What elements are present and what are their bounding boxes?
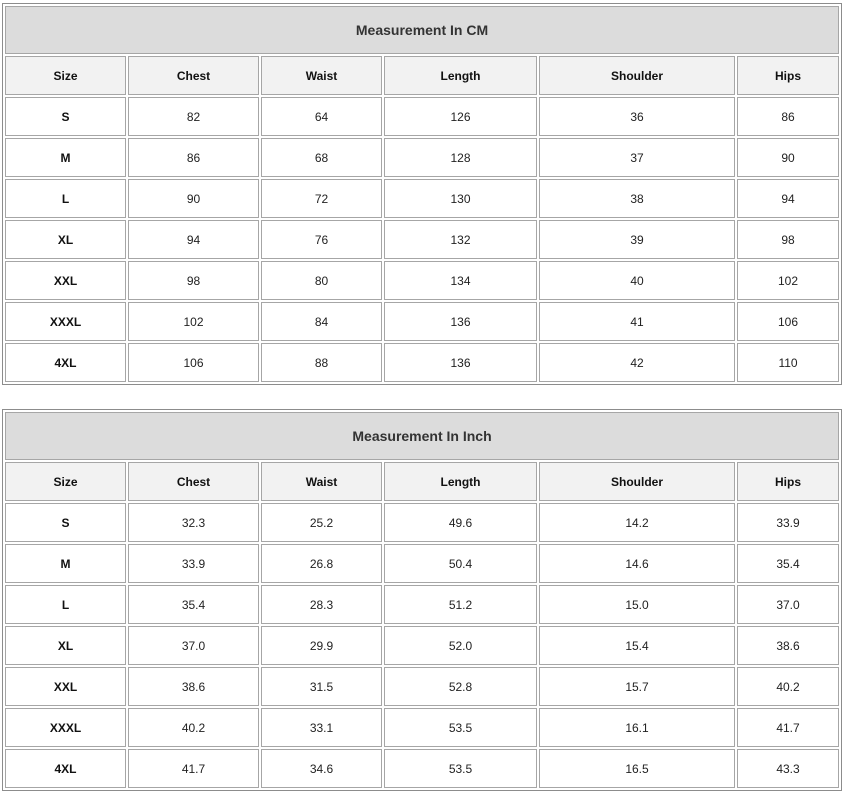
cell-hips: 38.6 bbox=[737, 626, 839, 665]
cell-shoulder: 41 bbox=[539, 302, 735, 341]
cell-shoulder: 15.0 bbox=[539, 585, 735, 624]
cell-shoulder: 36 bbox=[539, 97, 735, 136]
cell-chest: 98 bbox=[128, 261, 259, 300]
cell-waist: 64 bbox=[261, 97, 382, 136]
cell-waist: 76 bbox=[261, 220, 382, 259]
cell-waist: 29.9 bbox=[261, 626, 382, 665]
cell-length: 136 bbox=[384, 343, 537, 382]
cell-hips: 37.0 bbox=[737, 585, 839, 624]
cell-length: 53.5 bbox=[384, 708, 537, 747]
cell-chest: 106 bbox=[128, 343, 259, 382]
cell-hips: 102 bbox=[737, 261, 839, 300]
cell-length: 132 bbox=[384, 220, 537, 259]
cell-chest: 82 bbox=[128, 97, 259, 136]
cell-size: L bbox=[5, 179, 126, 218]
table-row bbox=[5, 138, 839, 177]
cell-shoulder: 15.4 bbox=[539, 626, 735, 665]
table-body bbox=[5, 503, 839, 788]
column-header-shoulder: Shoulder bbox=[539, 462, 735, 501]
table-row bbox=[5, 343, 839, 382]
header-row bbox=[5, 462, 839, 501]
cell-size: XXXL bbox=[5, 302, 126, 341]
cell-length: 53.5 bbox=[384, 749, 537, 788]
cell-length: 52.0 bbox=[384, 626, 537, 665]
column-header-chest: Chest bbox=[128, 462, 259, 501]
column-header-length: Length bbox=[384, 56, 537, 95]
table-body bbox=[5, 97, 839, 382]
cell-size: XXL bbox=[5, 667, 126, 706]
column-header-waist: Waist bbox=[261, 56, 382, 95]
table-title: Measurement In CM bbox=[5, 6, 839, 54]
table-row bbox=[5, 708, 839, 747]
cell-size: XL bbox=[5, 220, 126, 259]
size-chart-cm bbox=[2, 3, 842, 385]
column-header-size: Size bbox=[5, 56, 126, 95]
cell-chest: 37.0 bbox=[128, 626, 259, 665]
cell-hips: 41.7 bbox=[737, 708, 839, 747]
table-row bbox=[5, 97, 839, 136]
cell-length: 128 bbox=[384, 138, 537, 177]
table-row bbox=[5, 667, 839, 706]
cell-shoulder: 16.5 bbox=[539, 749, 735, 788]
cell-size: XXXL bbox=[5, 708, 126, 747]
cell-hips: 110 bbox=[737, 343, 839, 382]
cell-hips: 35.4 bbox=[737, 544, 839, 583]
cell-waist: 68 bbox=[261, 138, 382, 177]
cell-size: S bbox=[5, 97, 126, 136]
cell-chest: 38.6 bbox=[128, 667, 259, 706]
cell-size: 4XL bbox=[5, 749, 126, 788]
cell-chest: 102 bbox=[128, 302, 259, 341]
cell-length: 52.8 bbox=[384, 667, 537, 706]
table-row bbox=[5, 544, 839, 583]
cell-hips: 43.3 bbox=[737, 749, 839, 788]
cell-chest: 94 bbox=[128, 220, 259, 259]
table-title: Measurement In Inch bbox=[5, 412, 839, 460]
cell-hips: 40.2 bbox=[737, 667, 839, 706]
cell-length: 136 bbox=[384, 302, 537, 341]
cell-shoulder: 14.6 bbox=[539, 544, 735, 583]
header-row bbox=[5, 56, 839, 95]
cell-hips: 33.9 bbox=[737, 503, 839, 542]
column-header-shoulder: Shoulder bbox=[539, 56, 735, 95]
cell-size: M bbox=[5, 138, 126, 177]
column-header-hips: Hips bbox=[737, 56, 839, 95]
cell-shoulder: 37 bbox=[539, 138, 735, 177]
cell-hips: 94 bbox=[737, 179, 839, 218]
table-row bbox=[5, 749, 839, 788]
cell-length: 130 bbox=[384, 179, 537, 218]
table-row bbox=[5, 261, 839, 300]
cell-size: S bbox=[5, 503, 126, 542]
table-row bbox=[5, 179, 839, 218]
cell-size: 4XL bbox=[5, 343, 126, 382]
cell-waist: 31.5 bbox=[261, 667, 382, 706]
cell-shoulder: 16.1 bbox=[539, 708, 735, 747]
cell-shoulder: 40 bbox=[539, 261, 735, 300]
cell-waist: 88 bbox=[261, 343, 382, 382]
cell-length: 49.6 bbox=[384, 503, 537, 542]
table-row bbox=[5, 220, 839, 259]
table-row bbox=[5, 585, 839, 624]
column-header-hips: Hips bbox=[737, 462, 839, 501]
cell-length: 50.4 bbox=[384, 544, 537, 583]
table-row bbox=[5, 503, 839, 542]
cell-hips: 106 bbox=[737, 302, 839, 341]
cell-waist: 28.3 bbox=[261, 585, 382, 624]
cell-hips: 86 bbox=[737, 97, 839, 136]
table-row bbox=[5, 302, 839, 341]
cell-waist: 80 bbox=[261, 261, 382, 300]
cell-waist: 84 bbox=[261, 302, 382, 341]
title-row bbox=[5, 6, 839, 54]
cell-size: L bbox=[5, 585, 126, 624]
cell-hips: 90 bbox=[737, 138, 839, 177]
cell-chest: 90 bbox=[128, 179, 259, 218]
title-row bbox=[5, 412, 839, 460]
cell-chest: 32.3 bbox=[128, 503, 259, 542]
cell-size: M bbox=[5, 544, 126, 583]
cell-hips: 98 bbox=[737, 220, 839, 259]
cell-waist: 34.6 bbox=[261, 749, 382, 788]
cell-length: 126 bbox=[384, 97, 537, 136]
cell-waist: 72 bbox=[261, 179, 382, 218]
cell-waist: 33.1 bbox=[261, 708, 382, 747]
table-row bbox=[5, 626, 839, 665]
cell-shoulder: 39 bbox=[539, 220, 735, 259]
cell-chest: 35.4 bbox=[128, 585, 259, 624]
cell-waist: 25.2 bbox=[261, 503, 382, 542]
cell-waist: 26.8 bbox=[261, 544, 382, 583]
column-header-length: Length bbox=[384, 462, 537, 501]
cell-shoulder: 42 bbox=[539, 343, 735, 382]
cell-length: 134 bbox=[384, 261, 537, 300]
size-chart-inch bbox=[2, 409, 842, 791]
cell-chest: 86 bbox=[128, 138, 259, 177]
cell-shoulder: 38 bbox=[539, 179, 735, 218]
column-header-waist: Waist bbox=[261, 462, 382, 501]
column-header-chest: Chest bbox=[128, 56, 259, 95]
column-header-size: Size bbox=[5, 462, 126, 501]
cell-length: 51.2 bbox=[384, 585, 537, 624]
cell-shoulder: 15.7 bbox=[539, 667, 735, 706]
cell-size: XXL bbox=[5, 261, 126, 300]
cell-chest: 33.9 bbox=[128, 544, 259, 583]
cell-chest: 41.7 bbox=[128, 749, 259, 788]
cell-chest: 40.2 bbox=[128, 708, 259, 747]
cell-shoulder: 14.2 bbox=[539, 503, 735, 542]
cell-size: XL bbox=[5, 626, 126, 665]
